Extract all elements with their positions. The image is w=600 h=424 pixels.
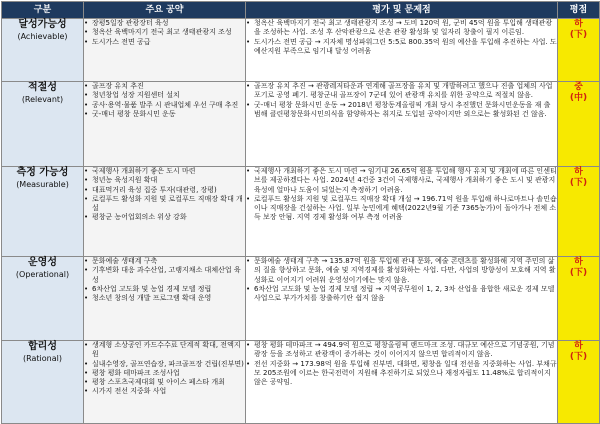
table-row-operational (2, 257, 600, 341)
bullet-icon: • (84, 37, 89, 46)
pledge-item: • 6차산업 고도화 및 농업 경제 모델 정립 (84, 284, 212, 293)
pledge-item: • 도시가스 전면 공급 (84, 37, 151, 46)
table-header-row (2, 2, 600, 19)
bullet-icon: • (84, 266, 89, 275)
evaluation-item: • 6차산업 고도화 및 농업 경제 모델 정립 → 지역공무원이 1, 2, 3차 산업을 융합한 새로운 경제 모델 사업으로 부가가치를 창출하기란 쉽지 않음 (246, 284, 555, 303)
bullet-icon: • (84, 176, 89, 185)
bullet-icon: • (84, 28, 89, 37)
pledge-item: • 청년농 육성지원 확대 (84, 176, 158, 185)
pledge-item: • 평창 스포츠국제대회 및 아이스 페스타 개최 (84, 378, 225, 387)
evaluation-item: • 전선 지중화 → 173.98억 원을 투입해 진부면, 대화면, 평창읍 일대 전선을 지중화하는 사업. 부채규모 205조원에 이르는 한국전력이 지원해 추진하기로 되었으나 재정자립도 11.48%로 합리적이지 않은 공약임. (246, 359, 557, 387)
grade-value: 하 (574, 257, 583, 267)
bullet-icon: • (246, 359, 251, 368)
grade-hanja: (下) (569, 30, 588, 40)
bullet-icon: • (84, 378, 89, 387)
pledge-item: • 굿-매너 평창 문화시민 운동 (84, 109, 176, 118)
category-english: (Rational) (23, 354, 62, 363)
pledge-item: • 평창군 농어업회의소 위상 강화 (84, 213, 187, 222)
pledge-item: • 대표먹거리 육성 집중 투자(대관령, 장평) (84, 185, 217, 194)
category-name: 합리성 (28, 341, 57, 352)
pledge-item: • 실내수영장, 골프연습장, 파크골프장 건립(진부면) (84, 359, 244, 368)
pledge-item: • 골프장 유치 추진 (84, 82, 144, 90)
header-category: 구분 (2, 2, 84, 19)
grade-hanja: (下) (569, 268, 588, 278)
bullet-icon: • (84, 194, 89, 203)
grade-value: 중 (574, 82, 583, 92)
pledges-cell (84, 19, 246, 82)
bullet-icon: • (246, 167, 251, 175)
table-row-achievable (2, 19, 600, 82)
bullet-icon: • (246, 82, 251, 90)
evaluation-cell (246, 167, 558, 257)
bullet-icon: • (84, 359, 89, 368)
category-name: 운영성 (28, 257, 57, 268)
category-name: 측정 가능성 (16, 167, 69, 178)
bullet-icon: • (246, 194, 251, 203)
evaluation-item: • 문화예술 생태계 구축 → 135.87억 원을 투입해 관내 문화, 예술 콘텐츠를 활성화해 지역 주민의 삶의 질을 향상하고 문화, 예술 및 지역경제를 활성화하는 사업. 다만, 사업의 방향성이 모호해 지역 활성화로 이어지기 어려워 운영성이기에는 맞지 않음. (246, 257, 556, 284)
pledge-item: • 국제행사 개최하기 좋은 도시 마련 (84, 167, 196, 175)
header-pledges: 주요 공약 (84, 2, 246, 19)
category-cell (2, 257, 84, 341)
grade-cell (558, 82, 600, 167)
bullet-icon: • (84, 341, 89, 349)
pledge-item: • 문화예술 생태계 구축 (84, 257, 158, 265)
bullet-icon: • (84, 284, 89, 293)
evaluation-cell (246, 257, 558, 341)
pledge-item: • 로컬푸드 활성화 지원 및 로컬푸드 직매장 확대 개설 (84, 194, 243, 213)
bullet-icon: • (84, 19, 89, 27)
bullet-icon: • (84, 82, 89, 90)
bullet-icon: • (246, 257, 251, 265)
pledge-item: • 청년창업 성장 지원센터 설치 (84, 91, 180, 100)
evaluation-item: • 청옥산 육백마지기 전국 최고 생태관광지 조성 → 도비 120억 원, 군비 45억 원을 투입해 생태관광을 조성하는 사업. 조성 후 산악관광으로 산촌 관광 활성화 및 일자리 창출이 필지 이른임. (246, 19, 553, 37)
bullet-icon: • (246, 100, 251, 109)
bullet-icon: • (84, 294, 89, 303)
pledges-cell (84, 82, 246, 167)
bullet-icon: • (84, 167, 89, 175)
grade-value: 하 (574, 167, 583, 177)
pledge-item: • 평창 평화 테마파크 조성사업 (84, 368, 180, 377)
category-cell (2, 167, 84, 257)
evaluation-cell (246, 19, 558, 82)
pledge-evaluation-table (1, 1, 600, 424)
category-english: (Measurable) (16, 180, 69, 189)
pledge-item: • 청옥산 육백마지기 전국 최고 생태관광지 조성 (84, 28, 232, 37)
category-english: (Achievable) (17, 32, 68, 41)
bullet-icon: • (84, 185, 89, 194)
grade-hanja: (下) (569, 352, 588, 362)
header-evaluation: 평가 및 문제점 (246, 2, 558, 19)
evaluation-item: • 도시가스 전면 공급 → 지자체 명성파워그린 5:5로 800.35억 원의 예산을 투입해 추진하는 사업. 도 예산지원 부족으로 임기내 달성 어려움 (246, 37, 557, 55)
grade-cell (558, 167, 600, 257)
bullet-icon: • (84, 91, 89, 100)
pledge-item: • 시가지 전선 지중화 사업 (84, 387, 167, 396)
category-name: 적절성 (28, 82, 57, 93)
category-english: (Relevant) (21, 95, 64, 104)
grade-hanja: (下) (569, 178, 588, 188)
category-cell (2, 341, 84, 424)
category-english: (Operational) (15, 270, 70, 279)
bullet-icon: • (84, 109, 89, 118)
grade-value: 하 (574, 19, 583, 29)
bullet-icon: • (246, 284, 251, 293)
evaluation-item: • 골프장 유치 추진 → 관광레저타운과 연계해 골프장을 유치 및 개발하려고 했으나 진출 업체의 사업포기로 공영 폐기. 평창군내 골프장이 7군데 있어 관광객 유치를 위한 공약으로 적절치 않음. (246, 82, 553, 100)
grade-value: 하 (574, 341, 583, 351)
evaluation-cell (246, 82, 558, 167)
table-row-rational (2, 341, 600, 424)
evaluation-item: • 굿-매너 평창 문화시민 운동 → 2018년 평창동계올림픽 개최 당시 추진했던 문화시민운동을 재 출범해 클린평창문화시민의식을 함양하자는 취지로 도입된 공약이지만 외으로는 활성화된 건 않음. (246, 100, 551, 118)
pledge-item: • 기후변화 대응 과수산업, 고랭지채소 대체산업 육성 (84, 266, 241, 284)
pledge-item: • 장평5일장 관광장터 육성 (84, 19, 169, 27)
evaluation-cell (246, 341, 558, 424)
bullet-icon: • (84, 368, 89, 377)
bullet-icon: • (84, 387, 89, 396)
bullet-icon: • (84, 213, 89, 222)
category-cell (2, 19, 84, 82)
pledges-cell (84, 257, 246, 341)
header-grade: 평점 (558, 2, 600, 19)
category-cell (2, 82, 84, 167)
pledge-item: • 공사·용역·물품 발주 시 관내업체 우선 구매 추진 (84, 100, 239, 109)
pledges-cell (84, 341, 246, 424)
pledges-cell (84, 167, 246, 257)
grade-cell (558, 257, 600, 341)
table-row-measurable (2, 167, 600, 257)
pledge-item: • 청소년 창의성 개발 프로그램 확대 운영 (84, 294, 212, 303)
bullet-icon: • (246, 341, 251, 349)
bullet-icon: • (246, 37, 251, 46)
bullet-icon: • (246, 19, 251, 27)
evaluation-item: • 로컬푸드 활성화 지원 및 로컬푸드 직매장 확대 개설 → 196.71억 원을 투입해 하나로마트나 솔민숍이나 직매장을 건설하는 사업. 일부 농민에게 혜택(2022년9월 기준 7365농가)이 돌아가나 전체 소득 보장 안됨. 지역 경제 활성화 여부 측정 어려움 (246, 194, 557, 222)
table-row-relevant (2, 82, 600, 167)
evaluation-item: • 국제행사 개최하기 좋은 도시 마련 → 임기내 26.65억 원을 투입해 행사 유치 및 개최에 따른 인센티브를 제공하겠다는 사업. 2024년 4건중 3건이 국제행사로, 국제행사 개최하기 좋은 도시 및 관광지 육성에 얼마나 도움이 되었는지 측정하기 어려움. (246, 167, 557, 194)
bullet-icon: • (84, 100, 89, 109)
grade-cell (558, 341, 600, 424)
grade-cell (558, 19, 600, 82)
category-name: 달성가능성 (18, 19, 67, 30)
evaluation-item: • 평창 평화 테마파크 → 494.9억 원으로 평창올림픽 랜드마크 조성. 대규모 예산으로 기념공원, 기념광장 등을 조성하고 관광객이 증가하는 것이 이어지지 않으면 합리적이지 않음. (246, 341, 555, 359)
pledge-item: • 생계형 소상공인 카드수수료 단계적 확대, 전액지원 (84, 341, 241, 359)
grade-hanja: (中) (569, 93, 588, 103)
bullet-icon: • (84, 257, 89, 265)
